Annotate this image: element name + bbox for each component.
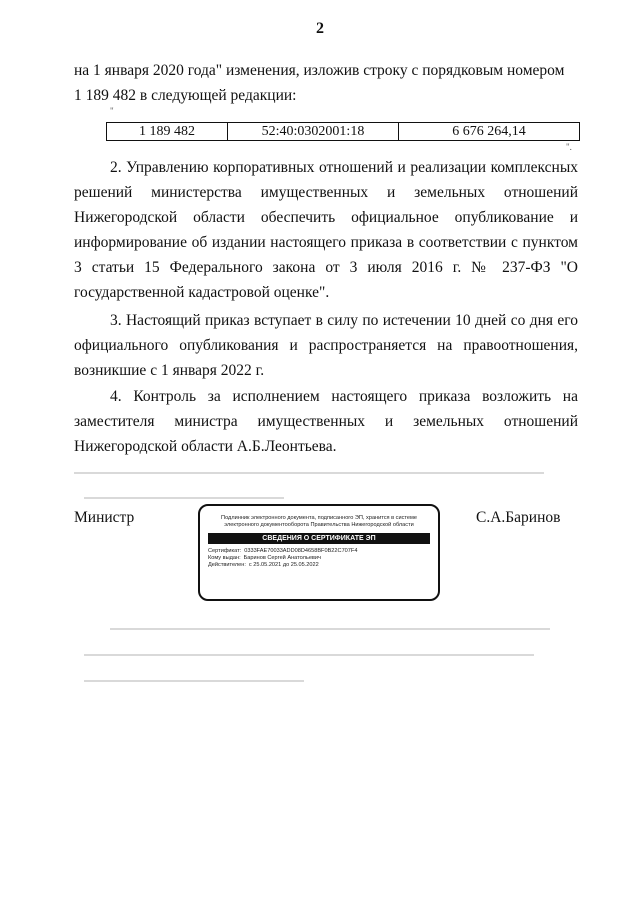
row-number-cell: 1 189 482 bbox=[107, 123, 228, 141]
cadastral-number-cell: 52:40:0302001:18 bbox=[228, 123, 399, 141]
stamp-banner: СВЕДЕНИЯ О СЕРТИФИКАТЕ ЭП bbox=[208, 533, 430, 544]
paragraph-1-line-1: на 1 января 2020 года" изменения, изложив строку с порядковым номером bbox=[74, 62, 565, 79]
valid-line bbox=[208, 562, 430, 569]
page-number: 2 bbox=[316, 20, 324, 37]
valid-label: Действителен: bbox=[208, 562, 246, 568]
bleed-through-line bbox=[84, 497, 284, 499]
paragraph-2: 2. Управлению корпоративных отношений и реализации комплексных решений министерства имущественных и земельных отношений Нижегородской области обеспечить официальное опубликование и информирование об издании настоящего приказа в соответствии с пунктом 3 статьи 15 Федерального закона от 3 июля 2016 г. № 237-ФЗ "О государственной кадастровой оценке". bbox=[74, 159, 578, 301]
signatory-role: Министр bbox=[74, 509, 135, 526]
e-signature-stamp bbox=[198, 504, 440, 601]
bleed-through-line bbox=[84, 654, 534, 656]
paragraph-1-line-2: 1 189 482 в следующей редакции: bbox=[74, 87, 297, 104]
bleed-through-line bbox=[74, 472, 544, 474]
paragraph-4: 4. Контроль за исполнением настоящего приказа возложить на заместителя министра имущественных и земельных отношений Нижегородской области А.Б.Леонтьева. bbox=[74, 388, 578, 455]
certificate-label: Сертификат: bbox=[208, 548, 242, 554]
issued-to-label: Кому выдан: bbox=[208, 555, 241, 561]
bleed-through-line bbox=[110, 628, 550, 630]
quote-close-mark: ". bbox=[566, 142, 572, 152]
quote-open-mark: " bbox=[110, 106, 114, 116]
table-row bbox=[107, 123, 580, 141]
paragraph-3: 3. Настоящий приказ вступает в силу по истечении 10 дней со дня его официального опубликования и распространяется на правоотношения, возникшие с 1 января 2022 г. bbox=[74, 312, 578, 379]
signatory-name: С.А.Баринов bbox=[476, 509, 561, 526]
cadastral-row-table bbox=[106, 122, 580, 141]
certificate-value: 0333FAE70033ADD08D4658BF0B22C707F4 bbox=[244, 548, 358, 554]
issued-to-value: Баринов Сергей Анатольевич bbox=[243, 555, 321, 561]
stamp-header: Подлинник электронного документа, подписанного ЭП, хранится в системе электронного документооборота Правительства Нижегородской области bbox=[221, 515, 417, 528]
valid-value: с 25.05.2021 до 25.05.2022 bbox=[248, 562, 319, 568]
bleed-through-line bbox=[84, 680, 304, 682]
stamp-details bbox=[208, 548, 430, 569]
issued-to-line bbox=[208, 555, 430, 562]
cadastral-value-cell: 6 676 264,14 bbox=[399, 123, 580, 141]
certificate-line bbox=[208, 548, 430, 555]
